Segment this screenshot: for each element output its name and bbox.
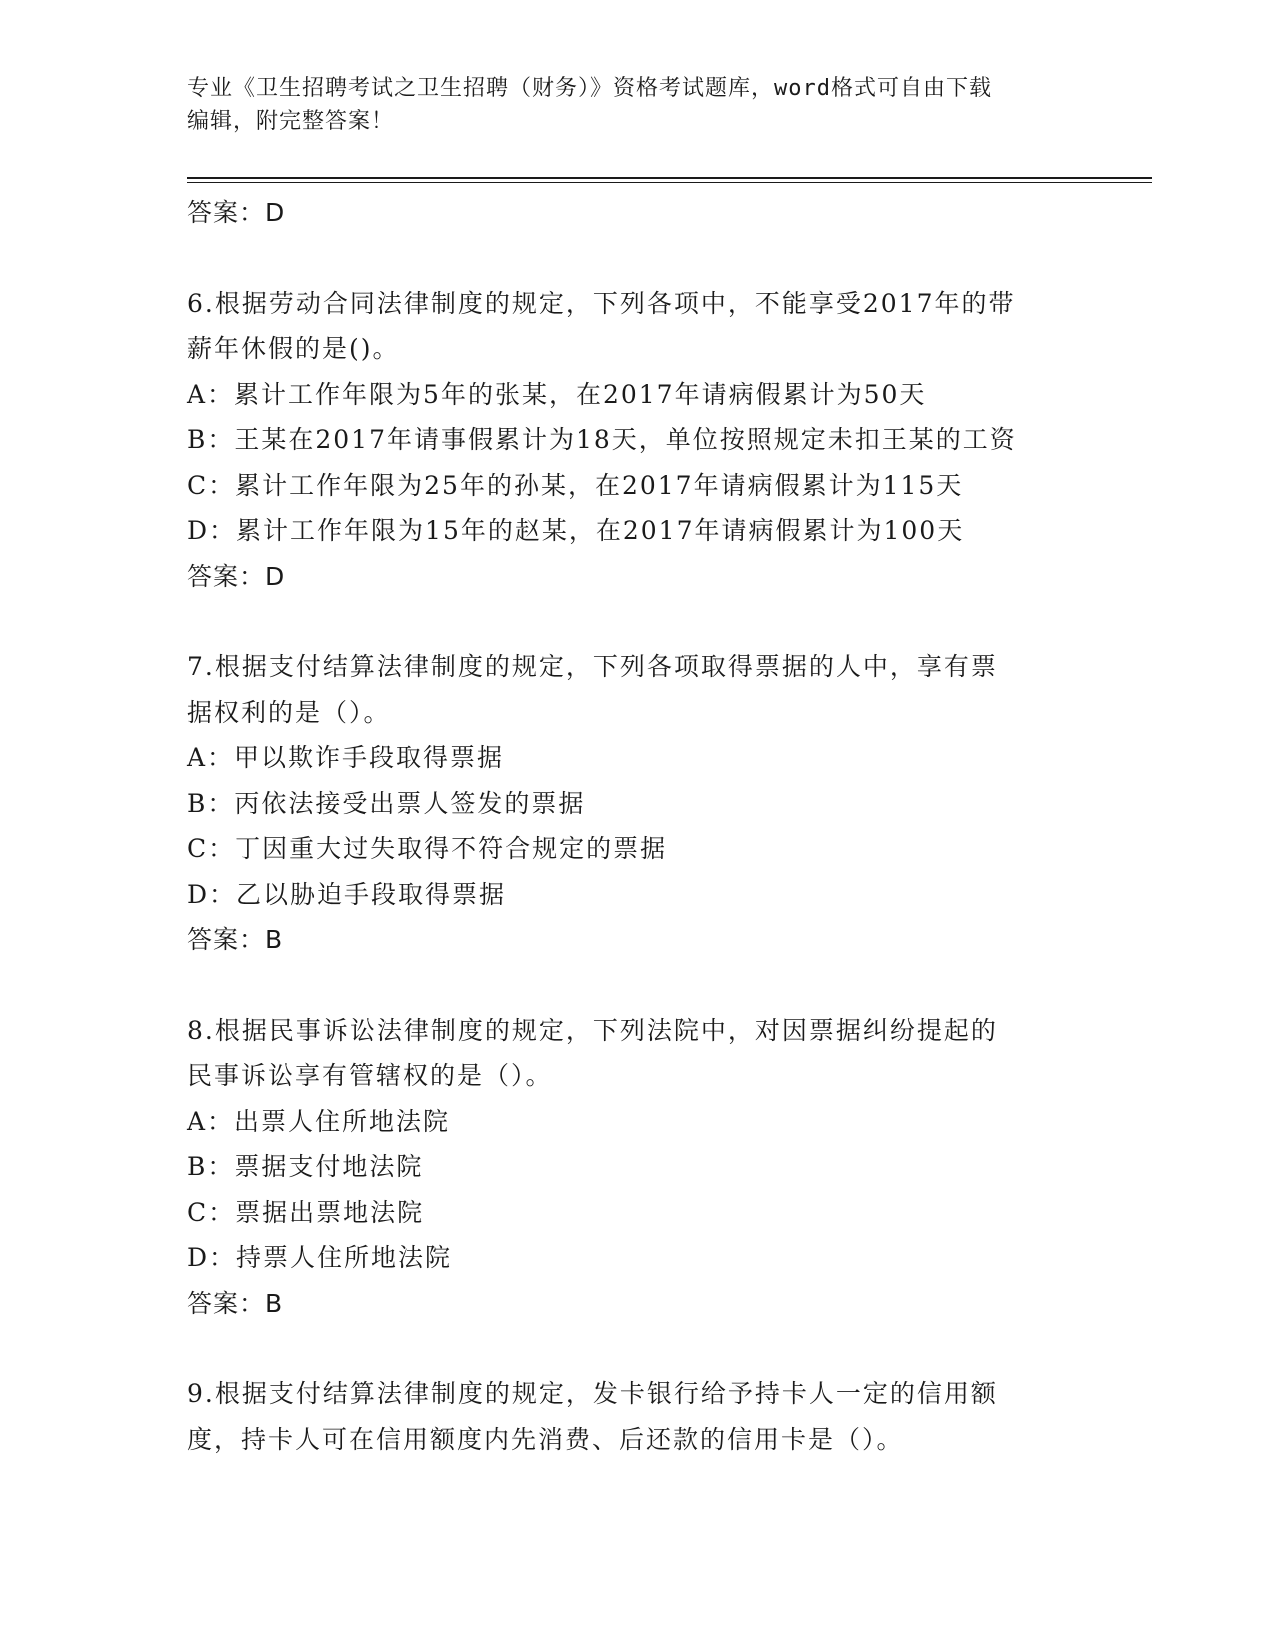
option-c: C：累计工作年限为25年的孙某，在2017年请病假累计为115天 [187, 470, 964, 500]
question-stem-line: 6.根据劳动合同法律制度的规定，下列各项中，不能享受2017年的带 [187, 288, 1016, 318]
header-line-1: 专业《卫生招聘考试之卫生招聘（财务）》资格考试题库，word格式可自由下载 [187, 76, 992, 101]
question-9 [187, 1371, 1087, 1462]
previous-answer: 答案：D [187, 198, 286, 227]
question-stem-line: 8.根据民事诉讼法律制度的规定，下列法院中，对因票据纠纷提起的 [187, 1015, 998, 1045]
question-stem-line: 7.根据支付结算法律制度的规定，下列各项取得票据的人中，享有票 [187, 652, 998, 681]
answer-label: 答案：B [187, 925, 284, 954]
question-stem-line: 民事诉讼享有管辖权的是（）。 [187, 1061, 553, 1090]
header-rule-thick [187, 177, 1152, 179]
question-stem-line: 9.根据支付结算法律制度的规定，发卡银行给予持卡人一定的信用额 [187, 1379, 998, 1408]
question-8 [187, 1008, 1087, 1327]
question-stem-line: 据权利的是（）。 [187, 697, 391, 727]
option-b: B：丙依法接受出票人签发的票据 [187, 788, 586, 818]
option-a: A：出票人住所地法院 [187, 1106, 451, 1136]
answer-label: 答案：D [187, 561, 286, 591]
option-d: D：乙以胁迫手段取得票据 [187, 879, 507, 909]
question-stem-line: 度，持卡人可在信用额度内先消费、后还款的信用卡是（）。 [187, 1424, 904, 1454]
option-a: A：累计工作年限为5年的张某，在2017年请病假累计为50天 [187, 379, 927, 409]
option-d: D：累计工作年限为15年的赵某，在2017年请病假累计为100天 [187, 516, 965, 545]
question-list [187, 190, 1087, 1462]
header-line-2: 编辑，附完整答案！ [187, 109, 395, 134]
option-a: A：甲以欺诈手段取得票据 [187, 743, 505, 772]
option-d: D：持票人住所地法院 [187, 1243, 453, 1272]
question-6 [187, 281, 1087, 600]
option-b: B：王某在2017年请事假累计为18天，单位按照规定未扣王某的工资 [187, 425, 1017, 454]
option-c: C：丁因重大过失取得不符合规定的票据 [187, 834, 668, 863]
answer-label: 答案：B [187, 1288, 284, 1318]
page-header [187, 72, 1087, 138]
option-b: B：票据支付地法院 [187, 1152, 424, 1181]
header-rule-thin [187, 182, 1152, 183]
option-c: C：票据出票地法院 [187, 1197, 425, 1227]
question-7 [187, 644, 1087, 963]
question-stem-line: 薪年休假的是()。 [187, 334, 400, 363]
